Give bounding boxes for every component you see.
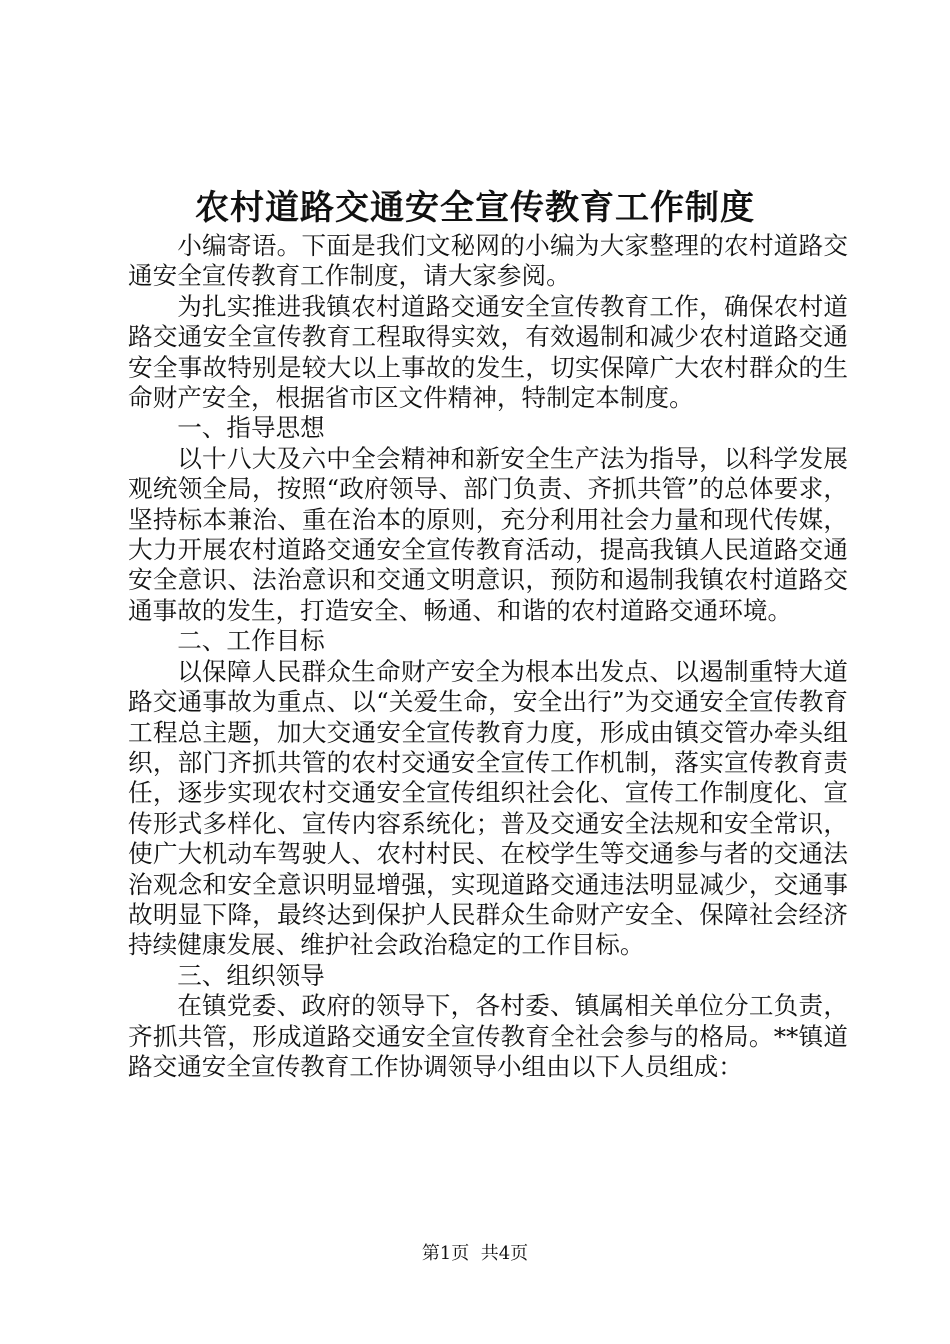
document-body: [128, 231, 848, 1082]
work-goals-paragraph: 以保障人民群众生命财产安全为根本出发点、以遏制重特大道路交通事故为重点、以“关爱生命，安全出行”为交通安全宣传教育工程总主题，加大交通安全宣传教育力度，形成由镇交管办牵头组织，部门齐抓共管的农村交通安全宣传工作机制，落实宣传教育责任，逐步实现农村交通安全宣传组织社会化、宣传工作制度化、宣传形式多样化、宣传内容系统化；普及交通安全法规和安全常识，使广大机动车驾驶人、农村村民、在校学生等交通参与者的交通法治观念和安全意识明显增强，实现道路交通违法明显减少，交通事故明显下降，最终达到保护人民群众生命财产安全、保障社会经济持续健康发展、维护社会政治稳定的工作目标。: [128, 656, 848, 960]
guiding-thought-paragraph: 以十八大及六中全会精神和新安全生产法为指导，以科学发展观统领全局，按照“政府领导、部门负责、齐抓共管”的总体要求，坚持标本兼治、重在治本的原则，充分利用社会力量和现代传媒，大力开展农村道路交通安全宣传教育活动，提高我镇人民道路交通安全意识、法治意识和交通文明意识，预防和遏制我镇农村道路交通事故的发生，打造安全、畅通、和谐的农村道路交通环境。: [128, 443, 848, 625]
page-footer: [0, 1242, 950, 1266]
section-heading-guiding-thought: 一、指导思想: [177, 413, 325, 443]
page-number: 第1页 共4页: [421, 1243, 529, 1264]
intro-paragraph: 小编寄语。下面是我们文秘网的小编为大家整理的农村道路交通安全宣传教育工作制度，请大家参阅。: [128, 231, 848, 291]
section-heading-organization: 三、组织领导: [177, 960, 325, 990]
section-heading-work-goals: 二、工作目标: [177, 626, 325, 656]
purpose-paragraph: 为扎实推进我镇农村道路交通安全宣传教育工作，确保农村道路交通安全宣传教育工程取得实效，有效遏制和减少农村道路交通安全事故特别是较大以上事故的发生，切实保障广大农村群众的生命财产安全，根据省市区文件精神，特制定本制度。: [128, 291, 848, 413]
organization-paragraph: 在镇党委、政府的领导下，各村委、镇属相关单位分工负责，齐抓共管，形成道路交通安全宣传教育全社会参与的格局。**镇道路交通安全宣传教育工作协调领导小组由以下人员组成：: [128, 991, 848, 1081]
document-title: 农村道路交通安全宣传教育工作制度: [195, 188, 755, 228]
